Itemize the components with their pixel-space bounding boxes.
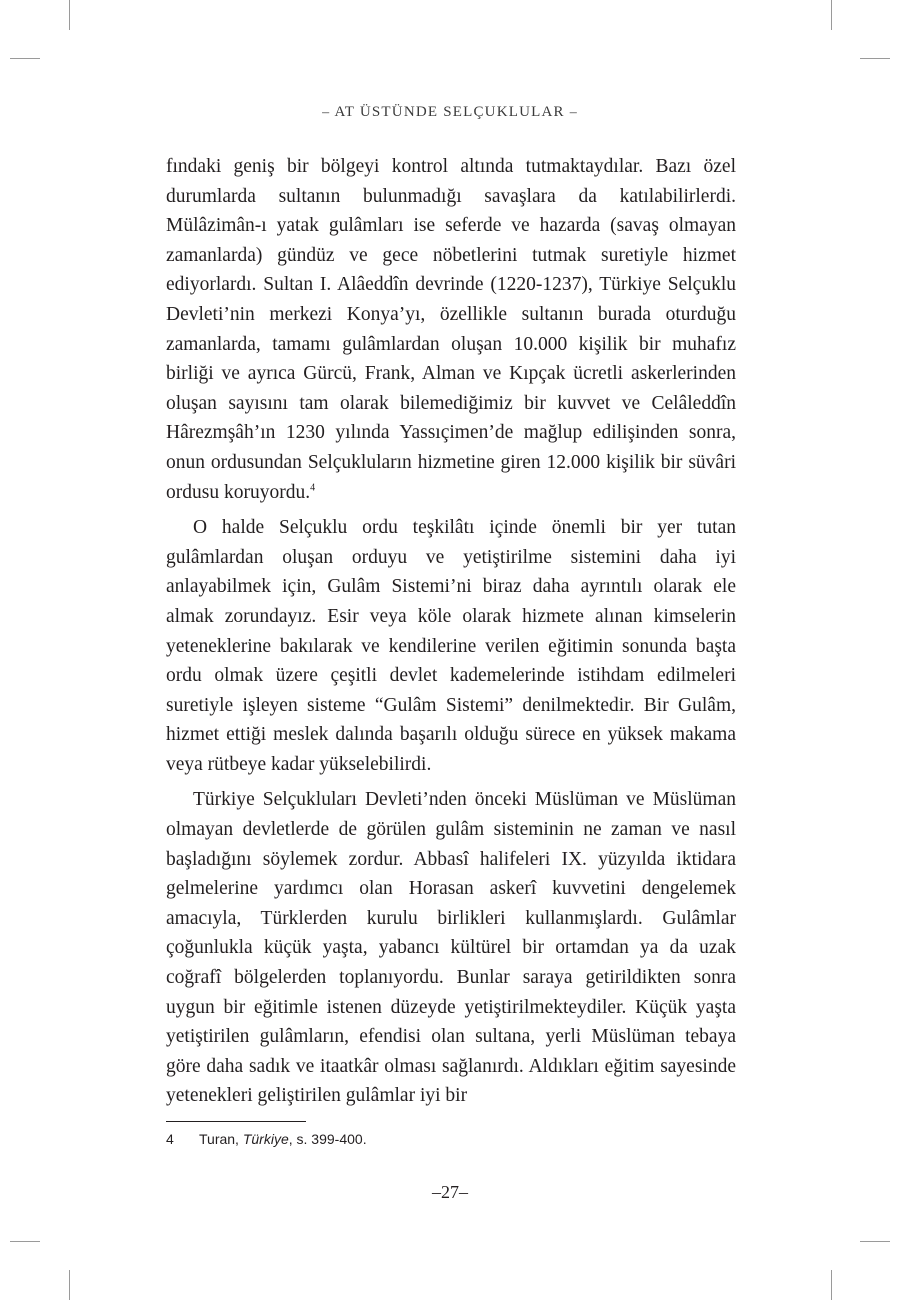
running-head-title: AT ÜSTÜNDE SELÇUKLULAR [334,104,565,120]
crop-mark [831,0,832,30]
running-head-dash-right: – [569,105,578,120]
crop-mark [69,1270,70,1300]
crop-mark [831,1270,832,1300]
running-head [0,104,900,121]
paragraph-2: O halde Selçuklu ordu teşkilâtı içinde önemli bir yer tutan gulâmlardan oluşan orduyu ve yetiştirilme sistemini daha iyi anlayabilmek için, Gulâm Sistemi’ni biraz daha ayrıntılı olarak ele almak zorundayız. Esir veya köle olarak hizmete alınan kimselerin yeteneklerine bakılarak ve kendilerine verilen eğitimin sonunda başta ordu olmak üzere çeşitli devlet kademelerinde istihdam edilmeleri suretiyle işleyen sisteme “Gulâm Sistemi” denilmektedir. Bir Gulâm, hizmet ettiği meslek dalında başarılı olduğu sürece en yüksek makama veya rütbeye kadar yükselebilirdi. [166,517,736,775]
footnote-author: Turan, [199,1131,243,1147]
body-text [166,152,736,1117]
running-head-dash-left: – [322,105,331,120]
footnote [166,1130,736,1148]
footnote-divider [166,1121,306,1122]
footnote-reference: 4 [310,482,316,494]
crop-mark [860,1241,890,1242]
crop-mark [860,58,890,59]
footnote-title: Türkiye [242,1131,289,1147]
page-number: –27– [432,1182,468,1202]
paragraph-1-text: fındaki geniş bir bölgeyi kontrol altında tutmaktaydılar. Bazı özel durumlarda sultanın bulunmadığı savaşlara da katılabilirlerdi. Mülâzimân-ı yatak gulâmları ise seferde ve hazarda (savaş olmayan zamanlarda) gündüz ve gece nöbetlerini tutmak suretiyle hizmet ediyorlardı. Sultan I. Alâeddîn devrinde (1220-1237), Türkiye Selçuklu Devleti’nin merkezi Konya’yı, özellikle sultanın burada oturduğu zamanlarda, tamamı gulâmlardan oluşan 10.000 kişilik bir muhafız birliği ve ayrıca Gürcü, Frank, Alman ve Kıpçak ücretli askerlerinden oluşan sayısını tam olarak bilemediğimiz bir kuvvet ve Celâleddîn Hârezmşâh’ın 1230 yılında Yassıçimen’de mağlup edilişinden sonra, onun ordusundan Selçukluların hizmetine giren 12.000 kişilik bir süvâri ordusu koruyordu. [166,156,736,503]
footnote-number: 4 [166,1131,174,1147]
paragraph-3: Türkiye Selçukluları Devleti’nden önceki Müslüman ve Müslüman olmayan devletlerde de görülen gulâm sisteminin ne zaman ve nasıl başladığını söylemek zordur. Abbasî halifeleri IX. yüzyılda iktidara gelmelerine yardımcı olan Horasan askerî kuvvetini dengelemek amacıyla, Türklerden kurulu birlikleri kullanmışlardı. Gulâmlar çoğunlukla küçük yaşta, yabancı kültürel bir ortamdan ya da uzak coğrafî bölgelerden toplanıyordu. Bunlar saraya getirildikten sonra uygun bir eğitimle istenen düzeyde yetiştirilmekteydiler. Küçük yaşta yetiştirilen gulâmların, efendisi olan sultana, yerli Müslüman tebaya göre daha sadık ve itaatkâr olması sağlanırdı. Aldıkları eğitim sayesinde yetenekleri geliştirilen gulâmlar iyi bir [166,789,736,1107]
crop-mark [69,0,70,30]
paragraph-1 [166,152,736,507]
footnote-pages: , s. 399-400. [288,1131,367,1147]
crop-mark [10,1241,40,1242]
crop-mark [10,58,40,59]
